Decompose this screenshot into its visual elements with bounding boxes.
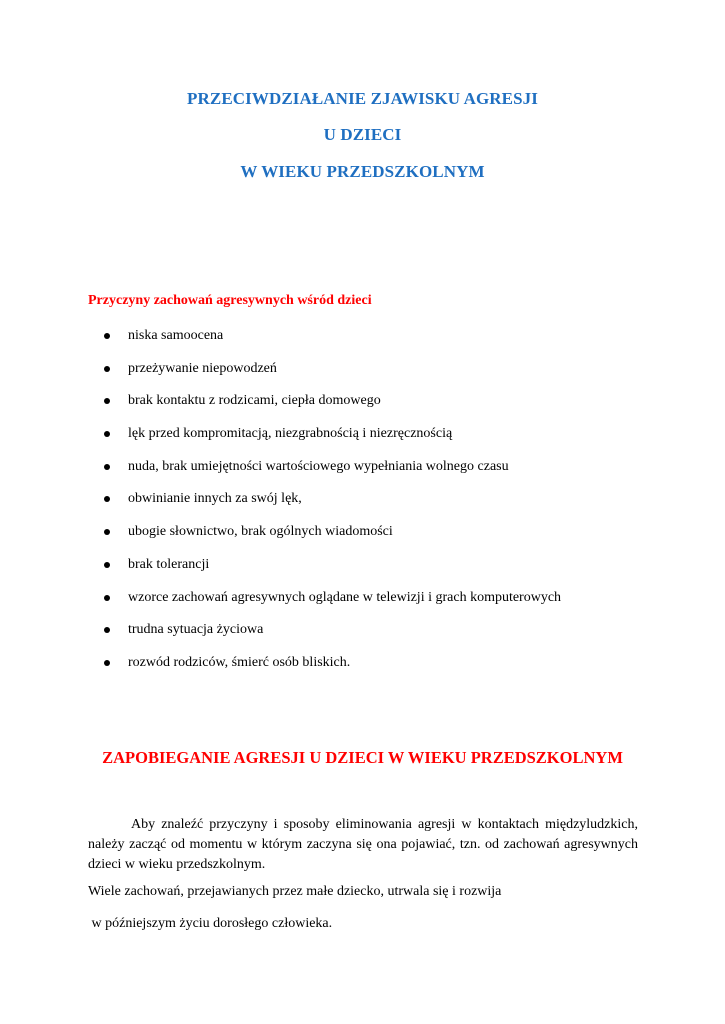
- list-item-text: trudna sytuacja życiowa: [128, 622, 264, 638]
- list-item: [104, 521, 561, 554]
- list-item: [104, 554, 561, 587]
- list-item-text: obwinianie innych za swój lęk,: [128, 491, 302, 507]
- bullet-icon: [104, 333, 110, 339]
- list-item-text: wzorce zachowań agresywnych oglądane w telewizji i grach komputerowych: [128, 589, 562, 605]
- document-title-line-3: W WIEKU PRZEDSZKOLNYM: [240, 162, 485, 181]
- list-item: [104, 488, 561, 521]
- bullet-icon: [104, 366, 110, 372]
- bullet-icon: [104, 562, 110, 568]
- bullet-icon: [104, 496, 110, 502]
- list-item-text: lęk przed kompromitacją, niezgrabnością i niezręcznością: [128, 426, 453, 442]
- causes-heading: Przyczyny zachowań agresywnych wśród dzieci: [88, 293, 372, 308]
- list-item-text: nuda, brak umiejętności wartościowego wypełniania wolnego czasu: [128, 458, 509, 474]
- list-item: [104, 423, 561, 456]
- list-item: [104, 652, 561, 685]
- list-item-text: rozwód rodziców, śmierć osób bliskich.: [128, 654, 351, 670]
- bullet-icon: [104, 398, 110, 404]
- bullet-icon: [104, 431, 110, 437]
- list-item-text: brak kontaktu z rodzicami, ciepła domowego: [128, 393, 381, 409]
- prevention-paragraph-1: Aby znaleźć przyczyny i sposoby eliminowania agresji w kontaktach międzyludzkich, należy zacząć od momentu w którym zaczyna się ona pojawiać, tzn. od zachowań agresywnych dzieci w wieku przedszkolnym.: [88, 817, 638, 872]
- prevention-paragraph-2: Wiele zachowań, przejawianych przez małe dziecko, utrwala się i rozwija: [88, 884, 502, 899]
- document-title-line-2: U DZIECI: [323, 125, 402, 144]
- list-item: [104, 358, 561, 391]
- list-item: [104, 619, 561, 652]
- bullet-icon: [104, 660, 110, 666]
- bullet-icon: [104, 627, 110, 633]
- list-item-text: niska samoocena: [128, 328, 224, 343]
- bullet-icon: [104, 529, 110, 535]
- prevention-heading: ZAPOBIEGANIE AGRESJI U DZIECI W WIEKU PRZEDSZKOLNYM: [102, 748, 623, 767]
- list-item: [104, 390, 561, 423]
- list-item: [104, 587, 561, 620]
- list-item: [104, 456, 561, 489]
- bullet-icon: [104, 595, 110, 601]
- list-item: [104, 325, 561, 358]
- list-item-text: brak tolerancji: [128, 556, 210, 572]
- list-item-text: przeżywanie niepowodzeń: [128, 360, 277, 376]
- document-title-line-1: PRZECIWDZIAŁANIE ZJAWISKU AGRESJI: [187, 89, 538, 108]
- list-item-text: ubogie słownictwo, brak ogólnych wiadomości: [128, 524, 393, 540]
- prevention-paragraph-3: w późniejszym życiu dorosłego człowieka.: [88, 916, 333, 931]
- causes-list: [104, 325, 561, 685]
- bullet-icon: [104, 464, 110, 470]
